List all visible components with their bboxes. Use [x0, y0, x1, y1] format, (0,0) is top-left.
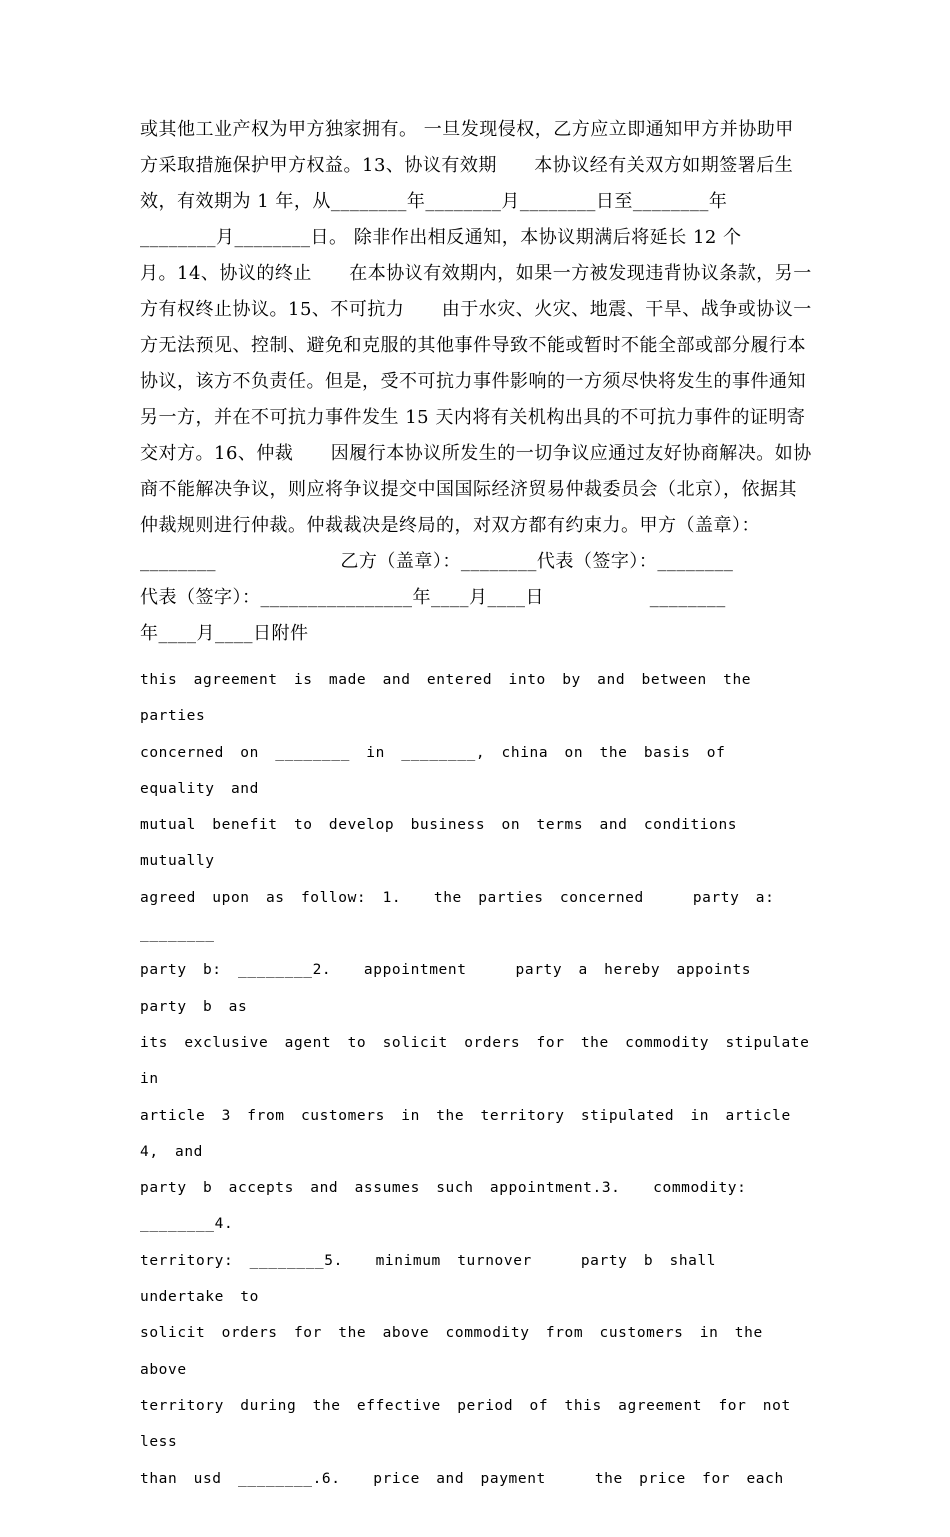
doc-line: 效，有效期为 1 年，从________年________月________日至________年: [140, 191, 728, 212]
doc-line: party b: ________2. appointment party a hereby appoints party b as: [140, 962, 768, 1015]
doc-line: solicit orders for the above commodity from customers in the above: [140, 1325, 780, 1378]
doc-line: 仲裁规则进行仲裁。仲裁裁决是终局的，对双方都有约束力。甲方（盖章）：: [140, 515, 760, 536]
doc-line: its exclusive agent to solicit orders for the commodity stipulate in: [140, 1034, 826, 1088]
doc-line: territory during the effective period of this agreement for not less: [140, 1397, 808, 1451]
doc-line: 或其他工业产权为甲方独家拥有。 一旦发现侵权，乙方应立即通知甲方并协助甲: [140, 119, 794, 140]
doc-line-signature: 年____月____日附件: [140, 623, 309, 644]
doc-line: 方无法预见、控制、避免和克服的其他事件导致不能或暂时不能全部或部分履行本: [140, 335, 806, 356]
doc-line: ________月________日。 除非作出相反通知，本协议期满后将延长 12 个: [140, 227, 742, 248]
doc-line: 协议，该方不负责任。但是，受不可抗力事件影响的一方须尽快将发生的事件通知: [140, 371, 806, 392]
doc-line-signature: 代表（签字）：________________年____月____日 ________: [140, 587, 726, 608]
doc-line: mutual benefit to develop business on terms and conditions mutually: [140, 817, 754, 870]
doc-line: 月。14、协议的终止 在本协议有效期内，如果一方被发现违背协议条款，另一: [140, 263, 812, 284]
doc-line-signature: ________ 乙方（盖章）：________代表（签字）：________: [140, 551, 734, 572]
english-agreement-section: [140, 662, 826, 1497]
doc-line: 交对方。16、仲裁 因履行本协议所发生的一切争议应通过友好协商解决。如协: [140, 443, 812, 464]
doc-line: territory: ________5. minimum turnover party b shall undertake to: [140, 1252, 733, 1306]
doc-line: 商不能解决争议，则应将争议提交中国国际经济贸易仲裁委员会（北京），依据其: [140, 479, 797, 500]
doc-line: 方有权终止协议。15、不可抗力 由于水灾、火灾、地震、干旱、战争或协议一: [140, 299, 812, 320]
doc-line: party b accepts and assumes such appointment.3. commodity: ________4.: [140, 1180, 763, 1233]
doc-line: 方采取措施保护甲方权益。13、协议有效期 本协议经有关双方如期签署后生: [140, 155, 794, 176]
doc-line: this agreement is made and entered into by and between the parties: [140, 672, 768, 725]
doc-line: article 3 from customers in the territory stipulated in article 4, and: [140, 1107, 808, 1160]
doc-line: 另一方，并在不可抗力事件发生 15 天内将有关机构出具的不可抗力事件的证明寄: [140, 407, 806, 428]
chinese-contract-section: [140, 112, 812, 652]
doc-line: agreed upon as follow: 1. the parties concerned party a: ________: [140, 889, 791, 943]
doc-line: concerned on ________ in ________, china on the basis of equality and: [140, 744, 742, 797]
doc-line: than usd ________.6. price and payment the price for each: [140, 1470, 784, 1487]
